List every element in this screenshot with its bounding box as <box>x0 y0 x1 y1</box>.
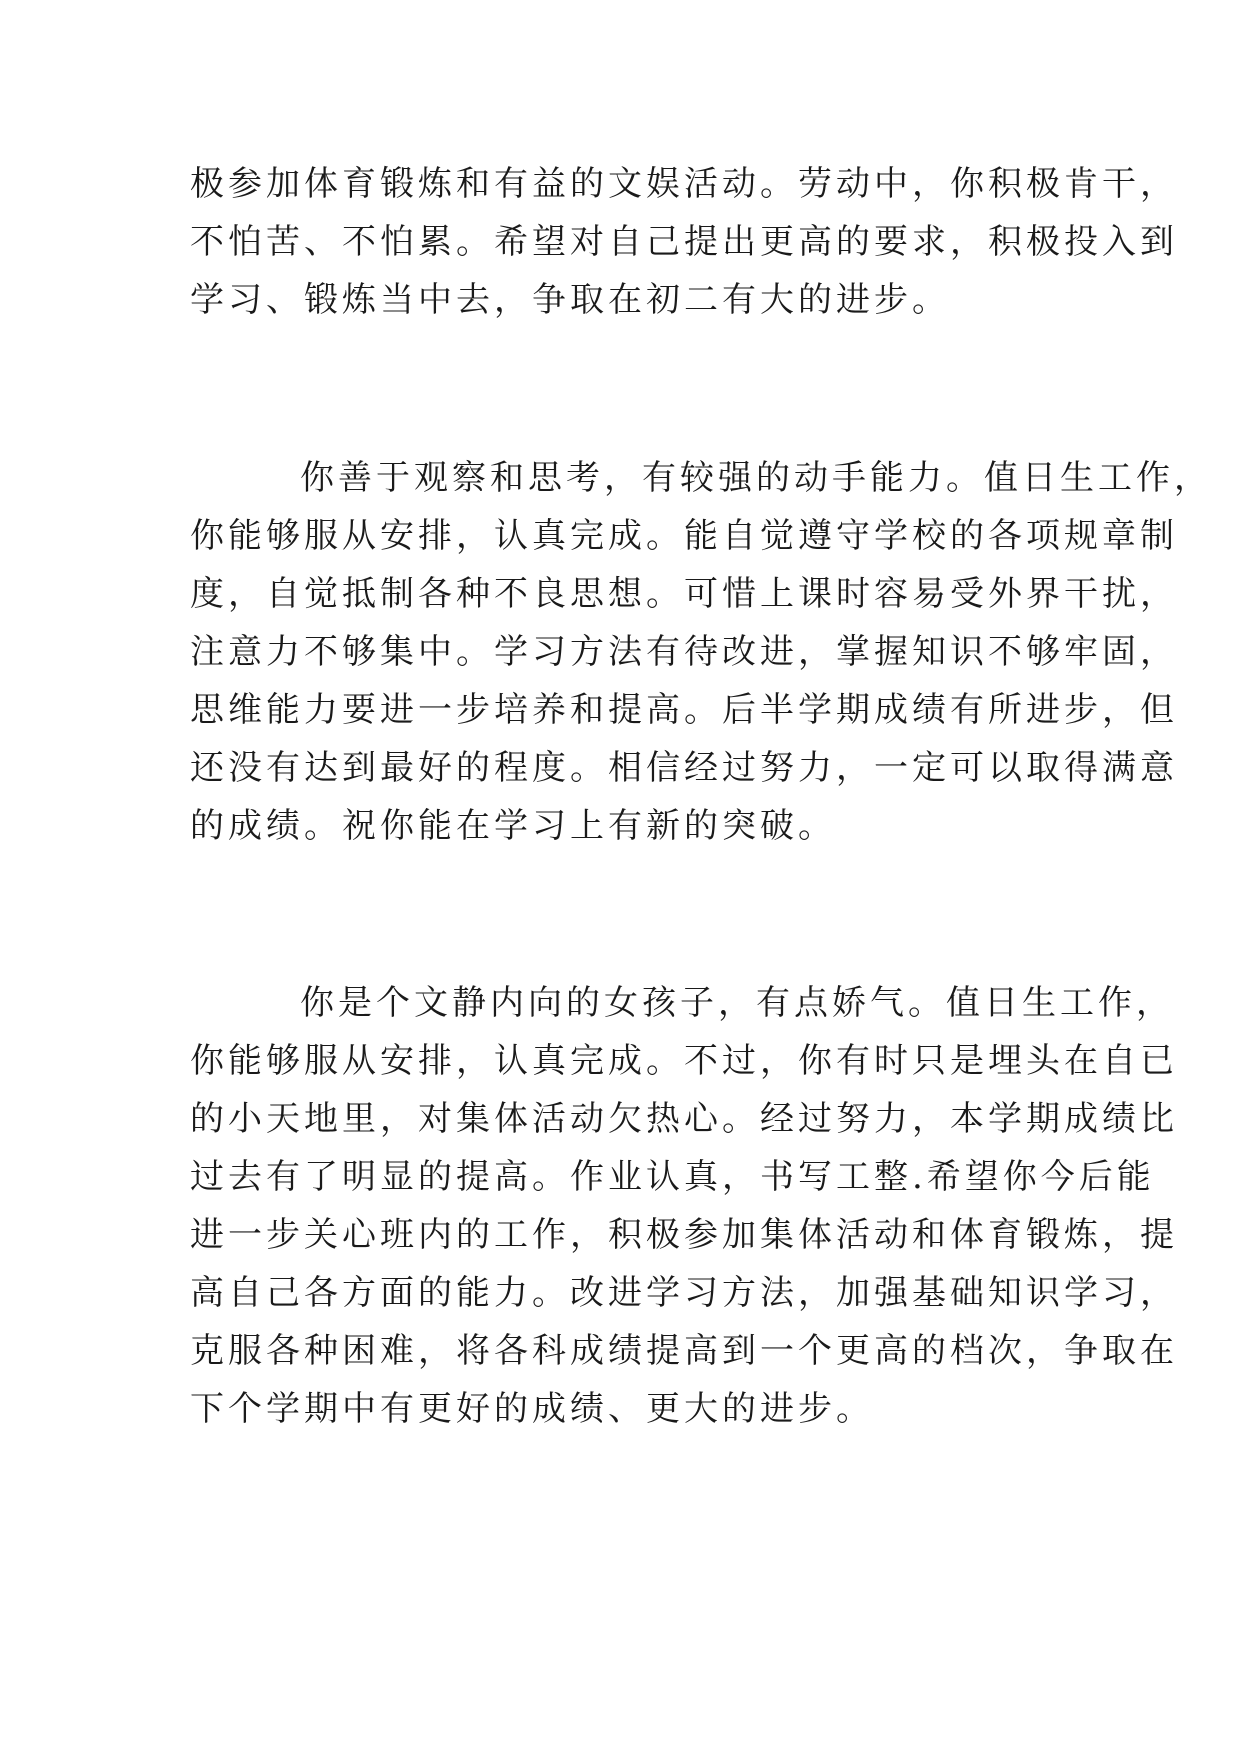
paragraph-line: 你是个文静内向的女孩子，有点娇气。值日生工作， <box>300 983 1174 1023</box>
paragraph-line: 不怕苦、不怕累。希望对自己提出更高的要求，积极投入到 <box>190 222 1178 262</box>
paragraph-line: 高自己各方面的能力。改进学习方法，加强基础知识学习， <box>190 1273 1178 1313</box>
paragraph-line: 的成绩。祝你能在学习上有新的突破。 <box>190 806 836 846</box>
paragraph-line: 过去有了明显的提高。作业认真，书写工整.希望你今后能 <box>190 1157 1155 1197</box>
paragraph-line: 你善于观察和思考，有较强的动手能力。值日生工作， <box>300 458 1212 498</box>
paragraph-line: 你能够服从安排，认真完成。能自觉遵守学校的各项规章制 <box>190 516 1178 556</box>
paragraph-line: 极参加体育锻炼和有益的文娱活动。劳动中，你积极肯干， <box>190 164 1178 204</box>
paragraph-line: 注意力不够集中。学习方法有待改进，掌握知识不够牢固， <box>190 632 1178 672</box>
paragraph-line: 还没有达到最好的程度。相信经过努力，一定可以取得满意 <box>190 748 1178 788</box>
paragraph-line: 下个学期中有更好的成绩、更大的进步。 <box>190 1389 874 1429</box>
paragraph-line: 克服各种困难，将各科成绩提高到一个更高的档次，争取在 <box>190 1331 1178 1371</box>
paragraph-line: 进一步关心班内的工作，积极参加集体活动和体育锻炼，提 <box>190 1215 1178 1255</box>
paragraph-line: 学习、锻炼当中去，争取在初二有大的进步。 <box>190 280 950 320</box>
paragraph-line: 你能够服从安排，认真完成。不过，你有时只是埋头在自已 <box>190 1041 1178 1081</box>
paragraph-line: 的小天地里，对集体活动欠热心。经过努力，本学期成绩比 <box>190 1099 1178 1139</box>
paragraph-line: 思维能力要进一步培养和提高。后半学期成绩有所进步，但 <box>190 690 1178 730</box>
paragraph-line: 度，自觉抵制各种不良思想。可惜上课时容易受外界干扰， <box>190 574 1178 614</box>
